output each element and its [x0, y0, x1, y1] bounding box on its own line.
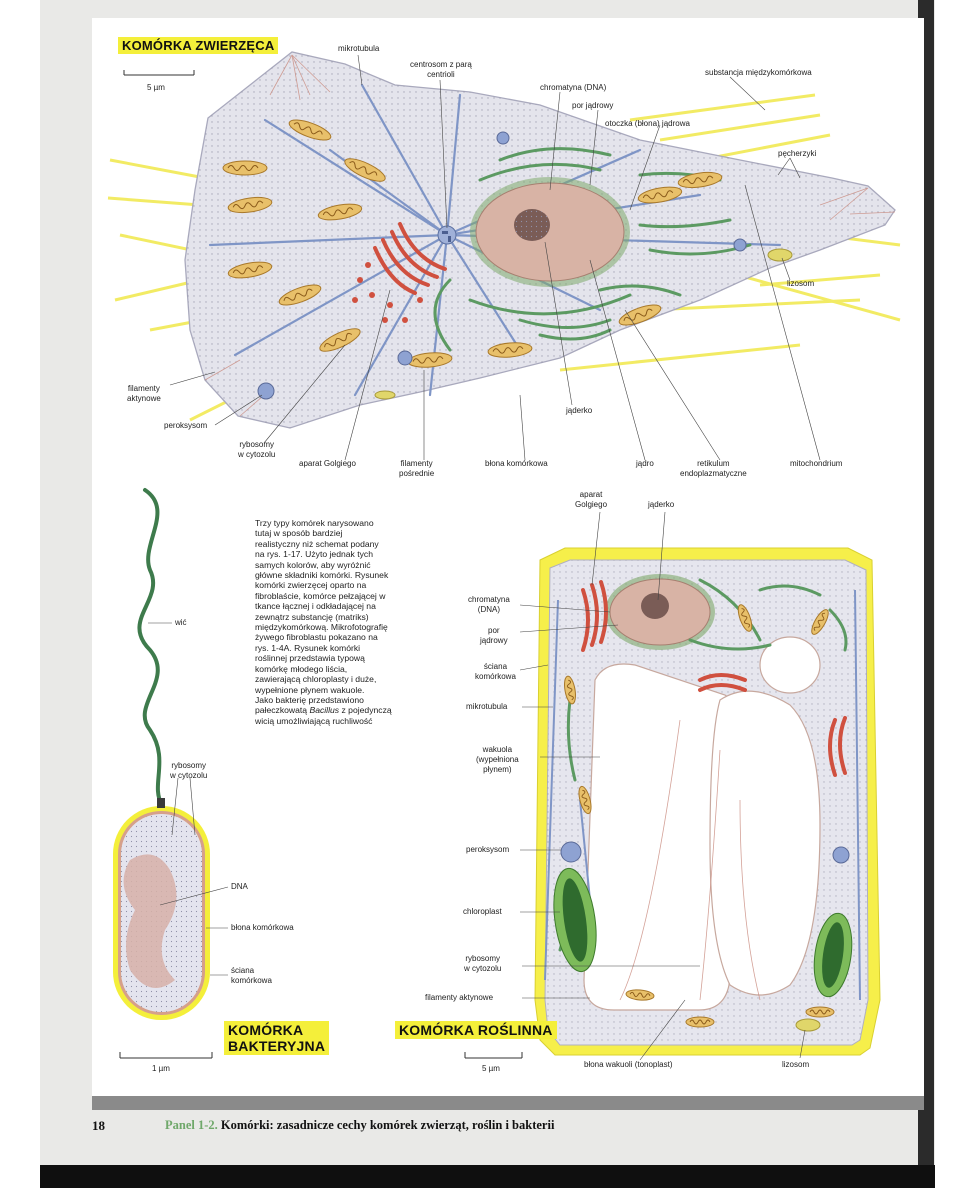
panel-label: Panel 1-2. — [165, 1118, 218, 1132]
label-plant-sciana-line2: komórkowa — [475, 672, 516, 681]
description-line: wicią umożliwiającą ruchliwość — [255, 715, 373, 726]
figure-description — [255, 518, 440, 726]
label-plant-por-line1: por — [488, 626, 500, 635]
label-jaderko: jąderko — [566, 406, 593, 415]
description-line: komórki zwierzęcej oparto na — [255, 580, 367, 591]
label-plant-rybosomy-line2: w cytozolu — [464, 964, 502, 973]
label-plant-filamenty: filamenty aktynowe — [425, 993, 494, 1002]
label-filamenty-posrednie-line2: pośrednie — [399, 469, 435, 478]
plant-scale-label: 5 µm — [482, 1064, 500, 1073]
label-plant-lizosom: lizosom — [782, 1060, 810, 1069]
label-retikulum-line2: endoplazmatyczne — [680, 469, 747, 478]
label-plant-wakuola-line3: płynem) — [483, 765, 512, 774]
label-plant-wakuola — [476, 745, 519, 775]
description-line: fibroblaście, komórce pełzającej w — [255, 590, 386, 601]
description-line: komórkę młodego liścia, — [255, 663, 348, 674]
label-plant-sciana — [475, 662, 516, 682]
description-line: realistyczny niż schemat podany — [255, 538, 379, 549]
label-filamenty-posrednie — [399, 459, 434, 479]
description-line: Jako bakterię przedstawiono — [255, 694, 364, 705]
label-substancja: substancja międzykomórkowa — [705, 68, 812, 77]
label-plant-sciana-line1: ściana — [483, 662, 508, 671]
description-line: tutaj w sposób bardziej — [255, 528, 343, 539]
bacterial-title-line1: KOMÓRKA — [228, 1022, 304, 1038]
description-line: zewnątrz substancję (matriks) — [255, 611, 369, 622]
figure-caption — [165, 1118, 554, 1133]
label-bact-rybosomy-line2: w cytozolu — [170, 771, 208, 780]
label-bact-sciana-line1: ściana — [231, 966, 255, 975]
description-line: zawierającą chloroplasty i duże, — [255, 674, 377, 685]
label-rybosomy-line2: w cytozolu — [238, 450, 276, 459]
label-filamenty-aktynowe-line2: aktynowe — [127, 394, 161, 403]
label-pecherzyki: pęcherzyki — [778, 149, 817, 158]
label-plant-golgi-line2: Golgiego — [575, 500, 608, 509]
description-line: roślinnej przedstawia typową — [255, 653, 365, 664]
label-plant-chromatyna-line2: (DNA) — [477, 605, 500, 614]
label-plant-golgi — [575, 490, 607, 510]
label-otoczka: otoczka (błona) jądrowa — [605, 119, 690, 128]
description-line: Trzy typy komórek narysowano — [255, 518, 374, 528]
label-filamenty-posrednie-line1: filamenty — [400, 459, 433, 468]
label-bact-blona: błona komórkowa — [231, 923, 294, 932]
animal-scale-label: 5 µm — [147, 83, 165, 92]
bacterial-title-line2: BAKTERYJNA — [228, 1038, 326, 1054]
label-jadro: jądro — [636, 459, 654, 468]
label-plant-rybosomy-line1: rybosomy — [465, 954, 501, 963]
animal-cell-drawing — [108, 52, 900, 460]
page-number: 18 — [92, 1118, 105, 1133]
label-retikulum — [680, 459, 747, 479]
label-chromatyna: chromatyna (DNA) — [540, 83, 607, 92]
label-por-jadrowy: por jądrowy — [572, 101, 614, 110]
description-line: samych kolorów, aby wyróżnić — [255, 559, 371, 570]
bacterial-cell-title — [224, 1021, 329, 1055]
description-line: żywego fibroblastu pokazano na — [255, 632, 378, 643]
label-bact-sciana-line2: komórkowa — [231, 976, 272, 985]
label-plant-mikrotubula: mikrotubula — [466, 702, 508, 711]
description-line: rys. 1-4A. Rysunek komórki — [255, 642, 361, 653]
caption-text: Komórki: zasadnicze cechy komórek zwierząt, roślin i bakterii — [220, 1118, 555, 1132]
label-plant-por-line2: jądrowy — [480, 636, 508, 645]
label-plant-golgi-line1: aparat — [579, 490, 603, 499]
label-plant-rybosomy — [464, 954, 501, 974]
label-plant-por — [480, 626, 508, 646]
label-plant-chloroplast: chloroplast — [463, 907, 502, 916]
label-blona-komorkowa: błona komórkowa — [485, 459, 548, 468]
description-line: wypełnione płynem wakuole. — [255, 684, 365, 695]
label-mikrotubula: mikrotubula — [338, 44, 380, 53]
label-filamenty-aktynowe — [127, 384, 161, 404]
label-plant-tonoplast: błona wakuoli (tonoplast) — [584, 1060, 673, 1069]
label-plant-wakuola-line1: wakuola — [482, 745, 513, 754]
label-peroksysom: peroksysom — [164, 421, 208, 430]
label-aparat-golgiego: aparat Golgiego — [299, 459, 356, 468]
label-plant-jaderko: jąderko — [648, 500, 675, 509]
description-line: na rys. 1-17. Użyto jednak tych — [255, 549, 373, 560]
label-filamenty-aktynowe-line1: filamenty — [127, 384, 160, 393]
label-mitochondrium: mitochondrium — [790, 459, 843, 468]
animal-cell-title: KOMÓRKA ZWIERZĘCA — [118, 37, 278, 54]
label-retikulum-line1: retikulum — [697, 459, 730, 468]
label-plant-chromatyna — [468, 595, 510, 615]
label-bact-sciana — [231, 966, 272, 986]
label-dna: DNA — [231, 882, 248, 891]
description-line: tkance łącznej i odkładającej na — [255, 601, 376, 612]
label-plant-peroksysom: peroksysom — [466, 845, 510, 854]
label-centrosom-line1: centrosom z parą — [410, 60, 472, 69]
label-rybosomy — [238, 440, 275, 460]
description-line: główne składniki komórki. Rysunek — [255, 570, 389, 581]
label-bact-rybosomy — [170, 761, 207, 781]
label-lizosom: lizosom — [787, 279, 815, 288]
description-line: międzykomórkową. Mikrofotografię — [255, 622, 388, 633]
label-centrosom-line2: centrioli — [427, 70, 455, 79]
description-line: pałeczkowatą Bacillus z pojedynczą — [255, 705, 392, 716]
plant-cell-drawing — [465, 512, 880, 1060]
label-plant-chromatyna-line1: chromatyna — [468, 595, 510, 604]
label-rybosomy-line1: rybosomy — [239, 440, 275, 449]
label-centrosom — [410, 60, 472, 80]
label-wic: wić — [175, 618, 187, 627]
label-bact-rybosomy-line1: rybosomy — [171, 761, 207, 770]
bacterial-scale-label: 1 µm — [152, 1064, 170, 1073]
plant-cell-title: KOMÓRKA ROŚLINNA — [395, 1021, 557, 1039]
label-plant-wakuola-line2: (wypełniona — [476, 755, 519, 764]
